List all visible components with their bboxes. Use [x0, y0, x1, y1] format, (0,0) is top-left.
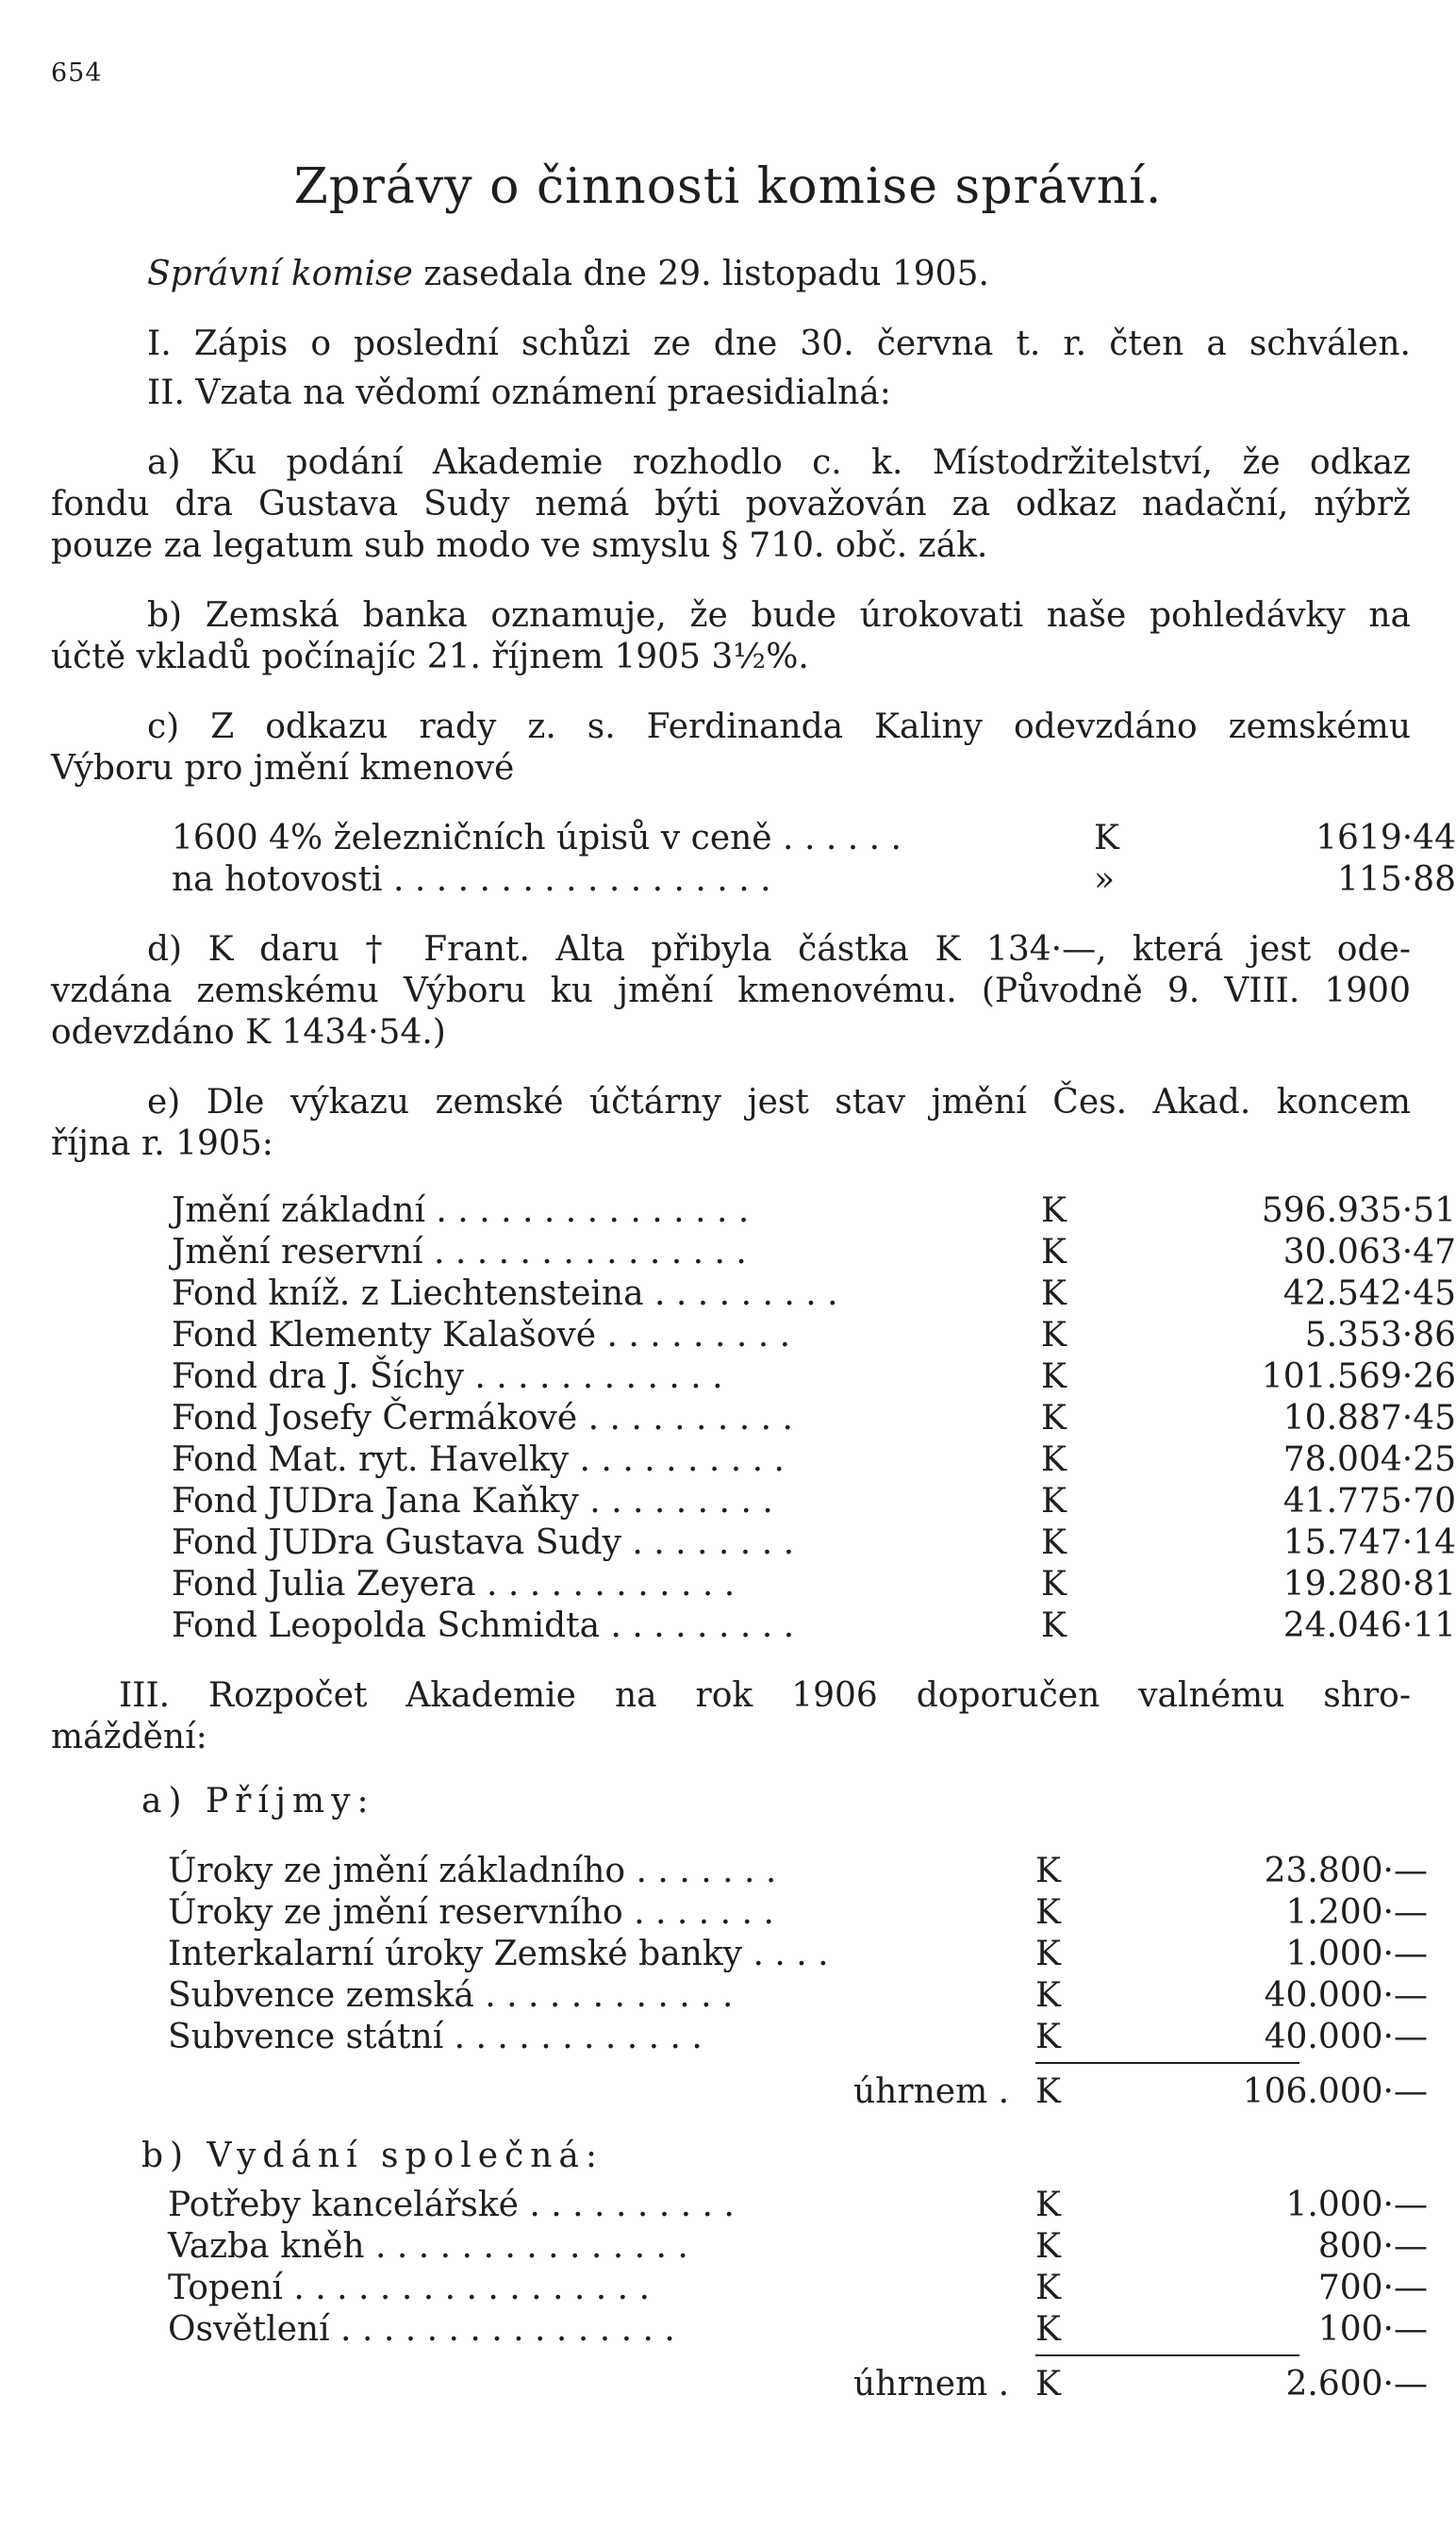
row-label: Fond JUDra Jana Kaňky . . . . . . . . .	[172, 1482, 773, 1521]
row-amount: 10.887·45	[1282, 1399, 1456, 1438]
row-label: Fond Julia Zeyera . . . . . . . . . . . .	[172, 1565, 736, 1604]
row-label: Fond kníž. z Liechtensteina . . . . . . . . .	[172, 1274, 838, 1313]
row-amount: 23.800·—	[1264, 1852, 1428, 1890]
item-b-line-1: b) Zemská banka oznamuje, že bude úrokovati naše pohledávky na	[147, 596, 1411, 635]
item-e-line-1: e) Dle výkazu zemské účtárny jest stav jmění Čes. Akad. koncem	[147, 1083, 1411, 1122]
item-i: I. Zápis o poslední schůzi ze dne 30. června t. r. čten a schválen.	[147, 324, 1411, 363]
row-label: Subvence státní . . . . . . . . . . . .	[168, 2018, 703, 2056]
intro-text: zasedala dne 29. listopadu 1905.	[423, 255, 989, 293]
row-currency: K	[1035, 2227, 1061, 2266]
intro-line	[147, 254, 989, 295]
item-e-line-2: října r. 1905:	[51, 1124, 273, 1163]
row-currency: K	[1035, 1976, 1061, 2015]
row-label: Fond JUDra Gustava Sudy . . . . . . . .	[172, 1523, 795, 1562]
row-currency: K	[1035, 1852, 1061, 1890]
item-a-line-2: fondu dra Gustava Sudy nemá býti považován za odkaz nadační, nýbrž	[51, 485, 1411, 524]
row-amount: 700·—	[1317, 2269, 1428, 2307]
row-currency: K	[1041, 1399, 1067, 1438]
row-label: Jmění reservní . . . . . . . . . . . . . . .	[172, 1233, 747, 1272]
row-currency: K	[1035, 1935, 1061, 1973]
row-currency: K	[1041, 1565, 1067, 1604]
row-currency: K	[1041, 1191, 1067, 1230]
row-label: Fond dra J. Šíchy . . . . . . . . . . . .	[172, 1357, 723, 1396]
row-label: Úroky ze jmění reservního . . . . . . .	[168, 1893, 774, 1932]
row-amount: 19.280·81	[1282, 1565, 1456, 1604]
expense-sum-rule	[1035, 2354, 1299, 2356]
item-d-line-1: d) K daru † Frant. Alta přibyla částka K 134·—, která jest ode-	[147, 930, 1411, 969]
row-label: na hotovosti . . . . . . . . . . . . . . . . . .	[172, 860, 771, 899]
row-currency: K	[1035, 2310, 1061, 2349]
row-currency: K	[1041, 1482, 1067, 1521]
row-label: Topení . . . . . . . . . . . . . . . . .	[168, 2269, 651, 2307]
total-amount: 2.600·—	[1285, 2365, 1428, 2403]
row-label: Úroky ze jmění základního . . . . . . .	[168, 1852, 777, 1890]
row-currency: K	[1035, 2018, 1061, 2056]
row-amount: 30.063·47	[1282, 1233, 1456, 1272]
item-a-line-1: a) Ku podání Akademie rozhodlo c. k. Místodržitelství, že odkaz	[147, 443, 1411, 482]
row-amount: 596.935·51	[1261, 1191, 1456, 1230]
row-currency: K	[1041, 1357, 1067, 1396]
row-label: Vazba kněh . . . . . . . . . . . . . . .	[168, 2227, 688, 2266]
item-ii: II. Vzata na vědomí oznámení praesidialná:	[147, 374, 891, 412]
page-number: 654	[51, 58, 103, 88]
row-currency: K	[1094, 819, 1119, 857]
item-c-line-1: c) Z odkazu rady z. s. Ferdinanda Kaliny odevzdáno zemskému	[147, 707, 1411, 746]
row-amount: 15.747·14	[1282, 1523, 1456, 1562]
row-currency: K	[1041, 1274, 1067, 1313]
row-currency: K	[1035, 2186, 1061, 2224]
total-amount: 106.000·—	[1242, 2072, 1428, 2111]
expense-heading: b) Vydání společná:	[141, 2137, 604, 2175]
row-currency: K	[1041, 1440, 1067, 1479]
row-amount: 1619·44	[1315, 819, 1456, 857]
row-amount: 42.542·45	[1282, 1274, 1456, 1313]
row-amount: 1.200·—	[1285, 1893, 1428, 1932]
row-amount: 40.000·—	[1264, 2018, 1428, 2056]
income-heading: a) Příjmy:	[141, 1782, 375, 1821]
row-amount: 800·—	[1317, 2227, 1428, 2266]
income-sum-rule	[1035, 2062, 1299, 2064]
item-c-line-2: Výboru pro jmění kmenové	[51, 749, 515, 788]
row-label: Fond Mat. ryt. Havelky . . . . . . . . . .	[172, 1440, 785, 1479]
row-currency: K	[1041, 1606, 1067, 1645]
page-title: Zprávy o činnosti komise správní.	[293, 158, 1163, 215]
row-amount: 40.000·—	[1264, 1976, 1428, 2015]
row-currency: K	[1035, 1893, 1061, 1932]
row-amount: 1.000·—	[1285, 1935, 1428, 1973]
row-amount: 101.569·26	[1261, 1357, 1456, 1396]
total-currency: K	[1035, 2365, 1061, 2403]
row-label: Potřeby kancelářské . . . . . . . . . .	[168, 2186, 735, 2224]
item-d-line-3: odevzdáno K 1434·54.)	[51, 1013, 446, 1052]
item-iii-line-1: III. Rozpočet Akademie na rok 1906 doporučen valnému shro-	[119, 1676, 1411, 1715]
item-a-line-3: pouze za legatum sub modo ve smyslu § 710. obč. zák.	[51, 526, 988, 565]
row-currency: K	[1035, 2269, 1061, 2307]
total-currency: K	[1035, 2072, 1061, 2111]
row-label: 1600 4% železničních úpisů v ceně . . . . . .	[172, 819, 902, 857]
item-iii-line-2: máždění:	[51, 1718, 207, 1756]
row-label: Interkalarní úroky Zemské banky . . . .	[168, 1935, 829, 1973]
row-amount: 41.775·70	[1282, 1482, 1456, 1521]
row-label: Fond Josefy Čermákové . . . . . . . . . .	[172, 1399, 794, 1438]
row-label: Subvence zemská . . . . . . . . . . . .	[168, 1976, 734, 2015]
row-currency: K	[1041, 1523, 1067, 1562]
row-currency: K	[1041, 1316, 1067, 1355]
item-b-line-2: účtě vkladů počínajíc 21. říjnem 1905 3½%.	[51, 638, 809, 676]
row-amount: 1.000·—	[1285, 2186, 1428, 2224]
row-label: Jmění základní . . . . . . . . . . . . . . .	[172, 1191, 750, 1230]
row-currency: K	[1041, 1233, 1067, 1272]
row-currency: »	[1094, 860, 1116, 899]
row-label: Fond Leopolda Schmidta . . . . . . . . .	[172, 1606, 795, 1645]
intro-commission: Správní komise	[147, 255, 413, 293]
row-amount: 24.046·11	[1282, 1606, 1456, 1645]
row-amount: 115·88	[1337, 860, 1456, 899]
total-label: úhrnem .	[853, 2365, 1010, 2403]
total-label: úhrnem .	[853, 2072, 1010, 2111]
row-amount: 100·—	[1317, 2310, 1428, 2349]
row-amount: 5.353·86	[1304, 1316, 1456, 1355]
item-d-line-2: vzdána zemskému Výboru ku jmění kmenovému. (Původně 9. VIII. 1900	[51, 972, 1411, 1010]
row-label: Osvětlení . . . . . . . . . . . . . . . .	[168, 2310, 675, 2349]
row-amount: 78.004·25	[1282, 1440, 1456, 1479]
row-label: Fond Klementy Kalašové . . . . . . . . .	[172, 1316, 791, 1355]
